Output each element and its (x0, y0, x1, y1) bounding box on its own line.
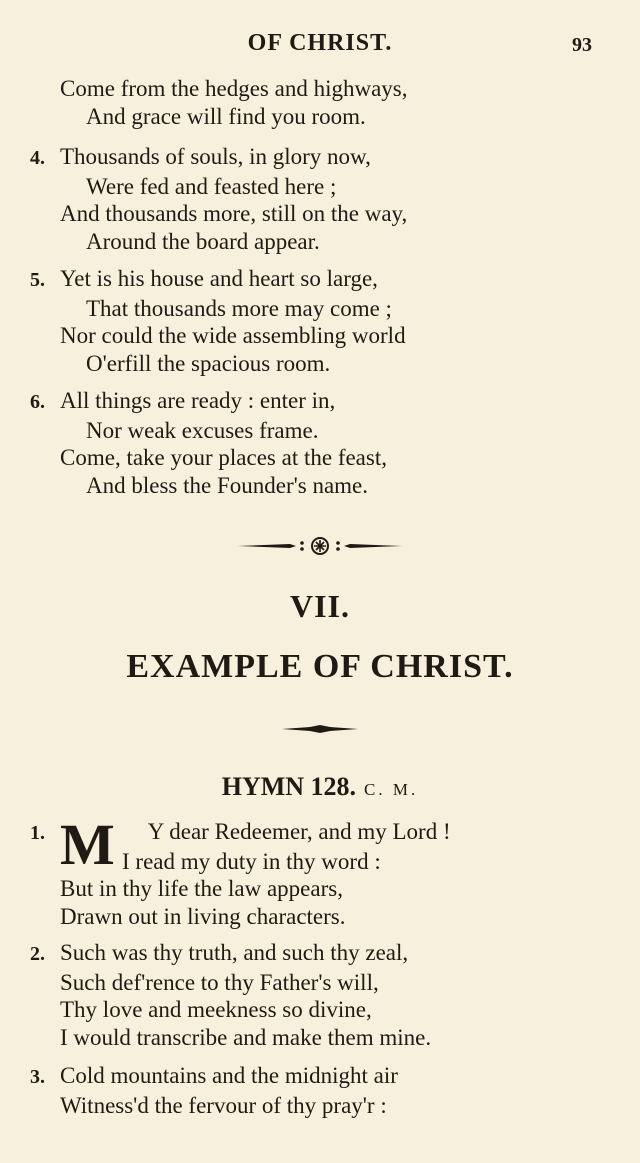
verse-line: O'erfill the spacious room. (86, 350, 331, 376)
stanza-number: 5. (30, 269, 45, 291)
hymn-meter: C. M. (364, 780, 419, 799)
verse-line: That thousands more may come ; (86, 295, 392, 321)
hymn-heading (0, 772, 640, 802)
hymn-title: HYMN 128. (221, 772, 357, 801)
verse-line: Yet is his house and heart so large, (60, 266, 378, 291)
verse-line: Such def'rence to thy Father's will, (60, 969, 379, 995)
verse-line: All things are ready : enter in, (60, 388, 336, 413)
verse-line: Around the board appear. (86, 228, 320, 254)
stanza-continued (30, 75, 610, 130)
verse-line: Come, take your places at the feast, (60, 445, 387, 470)
stanza-number: 4. (30, 147, 45, 169)
verse-line: Y dear Redeemer, and my Lord ! (147, 819, 451, 844)
section-number: VII. (289, 588, 350, 624)
stanza-number: 2. (30, 943, 45, 965)
verse-line: Cold mountains and the midnight air (60, 1063, 398, 1088)
verse-line: And bless the Founder's name. (86, 472, 369, 498)
page-number: 93 (572, 34, 592, 56)
running-head: OF CHRIST. (247, 30, 393, 56)
verse-line: Nor could the wide assembling world (60, 323, 406, 348)
hymn-stanza-2 (30, 939, 610, 1051)
verse-line: I read my duty in thy word : (122, 848, 381, 874)
verse-line: Drawn out in living characters. (60, 903, 346, 929)
verse-line: Come from the hedges and highways, (60, 76, 408, 101)
verse-line: Thousands of souls, in glory now, (60, 144, 371, 169)
verse-line: Witness'd the fervour of thy pray'r : (60, 1092, 387, 1118)
hymn-stanza-1 (30, 812, 610, 930)
stanza-number: 1. (30, 822, 45, 844)
ornament-divider (0, 536, 640, 561)
verse-line: And thousands more, still on the way, (60, 201, 408, 226)
verse-line: Nor weak excuses frame. (86, 417, 319, 443)
verse-line: Such was thy truth, and such thy zeal, (60, 940, 409, 965)
section-title: EXAMPLE OF CHRIST. (126, 648, 514, 685)
stanza-5 (30, 265, 610, 377)
verse-line: I would transcribe and make them mine. (60, 1024, 432, 1050)
fleuron-icon (230, 536, 410, 556)
verse-line: Thy love and meekness so divine, (60, 997, 372, 1022)
verse-line: But in thy life the law appears, (60, 876, 343, 901)
drop-cap: M (60, 812, 115, 877)
stanza-6 (30, 387, 610, 499)
verse-line: Were fed and feasted here ; (86, 173, 337, 199)
verse-line: And grace will find you room. (86, 103, 366, 129)
stanza-4 (30, 143, 610, 255)
hymn-stanza-3 (30, 1062, 610, 1119)
stanza-number: 6. (30, 391, 45, 413)
stanza-number: 3. (30, 1066, 45, 1088)
ornament-rule (0, 722, 640, 741)
rule-ornament-icon (280, 722, 360, 736)
